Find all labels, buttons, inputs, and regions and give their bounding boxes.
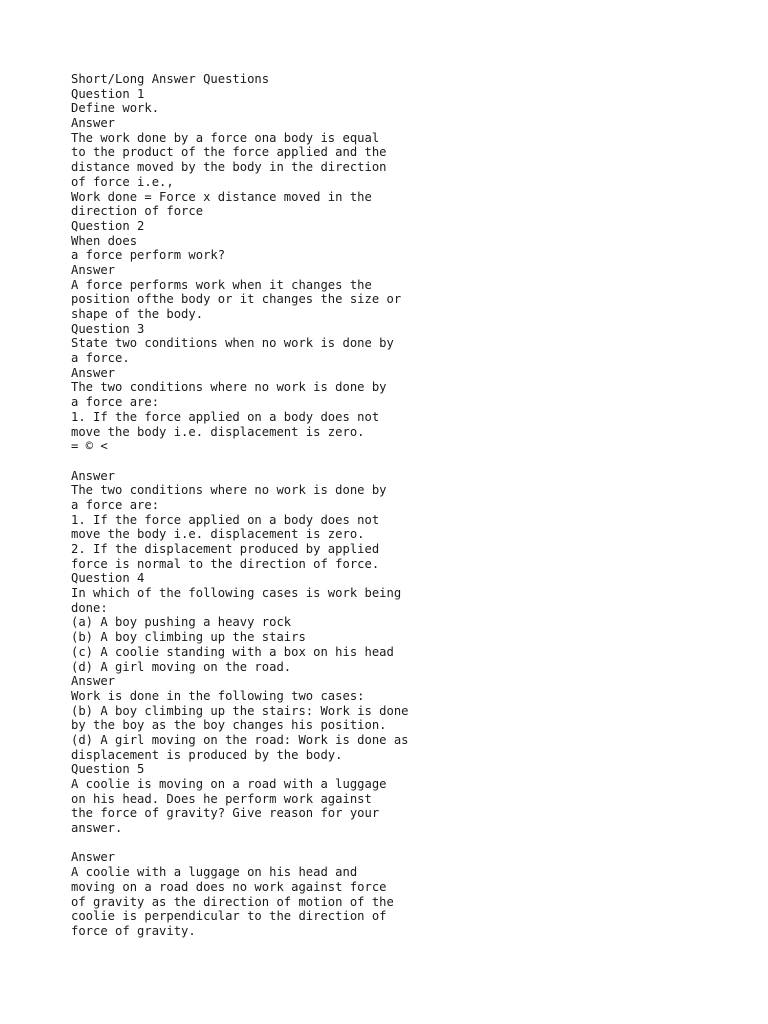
text-line: 2. If the displacement produced by applied bbox=[71, 542, 380, 556]
text-line: a force are: bbox=[71, 497, 160, 512]
text-line: 1. If the force applied on a body does not bbox=[71, 512, 380, 527]
text-line: moving on a road does no work against force bbox=[71, 879, 387, 894]
text-line: of gravity as the direction of motion of the bbox=[71, 894, 394, 909]
question-heading: Question 4 bbox=[71, 571, 145, 586]
blank-line bbox=[71, 454, 751, 469]
text-line: = © < bbox=[71, 439, 108, 454]
text-line: displacement is produced by the body. bbox=[71, 747, 343, 762]
text-line: The two conditions where no work is done by bbox=[71, 380, 387, 395]
text-line: Work done = Force x distance moved in the bbox=[71, 189, 372, 204]
question-heading: Question 5 bbox=[71, 762, 145, 777]
text-line: direction of force bbox=[71, 204, 204, 219]
text-line: A coolie with a luggage on his head and bbox=[71, 865, 358, 880]
text-line: (b) A boy climbing up the stairs: Work is done bbox=[71, 703, 409, 718]
text-line: on his head. Does he perform work against bbox=[71, 791, 372, 806]
text-line: A coolie is moving on a road with a luggage bbox=[71, 777, 387, 791]
text-line: of force i.e., bbox=[71, 174, 174, 189]
text-line: Work is done in the following two cases: bbox=[71, 688, 365, 703]
text-line: (a) A boy pushing a heavy rock bbox=[71, 615, 292, 630]
text-line: The two conditions where no work is done by bbox=[71, 483, 387, 498]
text-line: coolie is perpendicular to the direction of bbox=[71, 909, 387, 924]
text-line: (c) A coolie standing with a box on his head bbox=[71, 644, 394, 659]
text-line: done: bbox=[71, 600, 108, 615]
text-line: force is normal to the direction of force. bbox=[71, 556, 380, 571]
text-line: by the boy as the boy changes his position. bbox=[71, 718, 387, 733]
text-line: a force perform work? bbox=[71, 248, 226, 263]
question-heading: Question 2 bbox=[71, 218, 145, 233]
blank-line bbox=[71, 836, 751, 851]
answer-heading: Answer bbox=[71, 674, 116, 689]
text-line: the force of gravity? Give reason for your bbox=[71, 806, 380, 821]
answer-heading: Answer bbox=[71, 468, 116, 483]
answer-heading: Answer bbox=[71, 365, 116, 380]
text-line: In which of the following cases is work being bbox=[71, 586, 402, 601]
text-line: (d) A girl moving on the road: Work is done as bbox=[71, 732, 409, 747]
text-line: move the body i.e. displacement is zero. bbox=[71, 424, 365, 439]
text-line: position ofthe body or it changes the size or bbox=[71, 292, 402, 307]
text-line: State two conditions when no work is done by bbox=[71, 336, 394, 351]
text-line: force of gravity. bbox=[71, 923, 196, 938]
answer-heading: Answer bbox=[71, 850, 116, 865]
question-heading: Question 3 bbox=[71, 321, 145, 336]
text-line: answer. bbox=[71, 821, 123, 836]
text-line: A force performs work when it changes the bbox=[71, 277, 372, 292]
page-title: Short/Long Answer Questions bbox=[71, 72, 270, 86]
text-line: a force are: bbox=[71, 395, 160, 410]
text-line: distance moved by the body in the direction bbox=[71, 160, 387, 175]
answer-heading: Answer bbox=[71, 116, 116, 131]
text-line: shape of the body. bbox=[71, 307, 204, 321]
text-line: (b) A boy climbing up the stairs bbox=[71, 630, 306, 645]
question-heading: Question 1 bbox=[71, 86, 145, 101]
text-line: When does bbox=[71, 233, 138, 248]
document-text bbox=[71, 72, 751, 939]
text-line: The work done by a force ona body is equal bbox=[71, 130, 380, 145]
answer-heading: Answer bbox=[71, 262, 116, 277]
text-line: to the product of the force applied and the bbox=[71, 145, 387, 160]
text-line: move the body i.e. displacement is zero. bbox=[71, 527, 365, 542]
text-line: Define work. bbox=[71, 101, 160, 116]
text-line: a force. bbox=[71, 351, 130, 366]
text-line: (d) A girl moving on the road. bbox=[71, 659, 292, 674]
text-line: 1. If the force applied on a body does not bbox=[71, 409, 380, 424]
